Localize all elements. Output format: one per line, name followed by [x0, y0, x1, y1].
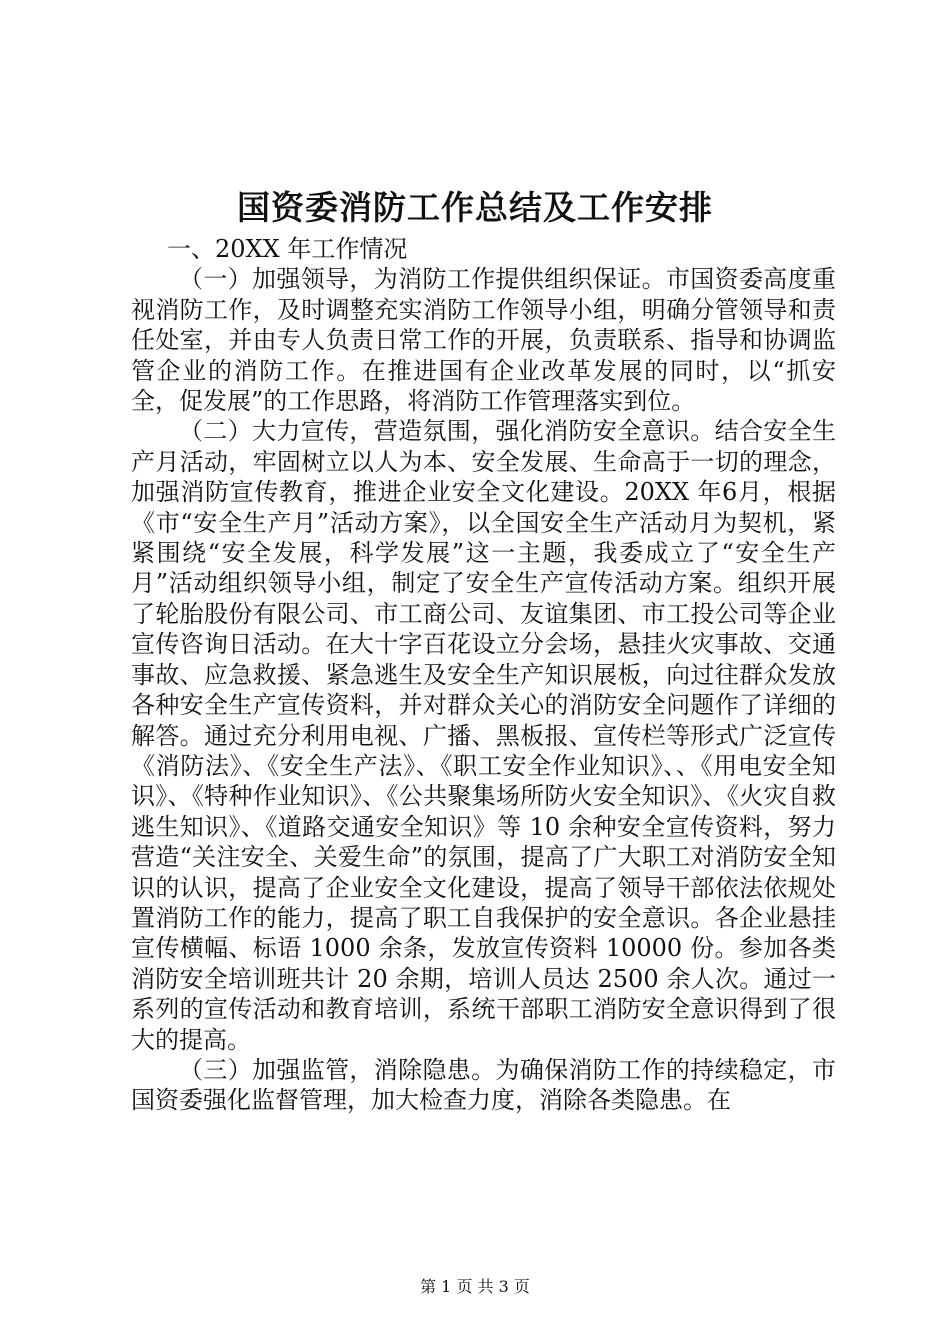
- section-heading: 一、20XX 年工作情况: [167, 235, 408, 263]
- page-indicator: 第 1 页 共 3 页: [420, 1277, 530, 1296]
- paragraph-1: （一）加强领导，为消防工作提供组织保证。市国资委高度重视消防工作，及时调整充实消防工作领导小组，明确分管领导和责任处室，并由专人负责日常工作的开展，负责联系、指导和协调监管企业的消防工作。在推进国有企业改革发展的同时，以“抓安全，促发展”的工作思路，将消防工作管理落实到位。: [131, 265, 836, 416]
- document-body: [131, 234, 836, 1116]
- paragraph-2: （二）大力宣传，营造氛围，强化消防安全意识。结合安全生产月活动，牢固树立以人为本、安全发展、生命高于一切的理念，加强消防宣传教育，推进企业安全文化建设。20XX 年6月，根据《市“安全生产月”活动方案》，以全国安全生产活动月为契机，紧紧围绕“安全发展，科学发展”这一主题，我委成立了“安全生产月”活动组织领导小组，制定了安全生产宣传活动方案。组织开展了轮胎股份有限公司、市工商公司、友谊集团、市工投公司等企业宣传咨询日活动。在大十字百花设立分会场，悬挂火灾事故、交通事故、应急救援、紧急逃生及安全生产知识展板，向过往群众发放各种安全生产宣传资料，并对群众关心的消防安全问题作了详细的解答。通过充分利用电视、广播、黑板报、宣传栏等形式广泛宣传《消防法》、《安全生产法》、《职工安全作业知识》、、《用电安全知识》、《特种作业知识》、《公共聚集场所防火安全知识》、《火灾自救逃生知识》、《道路交通安全知识》等 10 余种安全宣传资料，努力营造“关注安全、关爱生命”的氛围，提高了广大职工对消防安全知识的认识，提高了企业安全文化建设，提高了领导干部依法依规处置消防工作的能力，提高了职工自我保护的安全意识。各企业悬挂宣传横幅、标语 1000 余条，发放宣传资料 10000 份。参加各类消防安全培训班共计 20 余期，培训人员达 2500 余人次。通过一系列的宣传活动和教育培训，系统干部职工消防安全意识得到了很大的提高。: [131, 417, 836, 1054]
- document-title: 国资委消防工作总结及工作安排: [237, 188, 713, 227]
- paragraph-3: （三）加强监管，消除隐患。为确保消防工作的持续稳定，市国资委强化监督管理，加大检查力度，消除各类隐患。在: [131, 1055, 836, 1115]
